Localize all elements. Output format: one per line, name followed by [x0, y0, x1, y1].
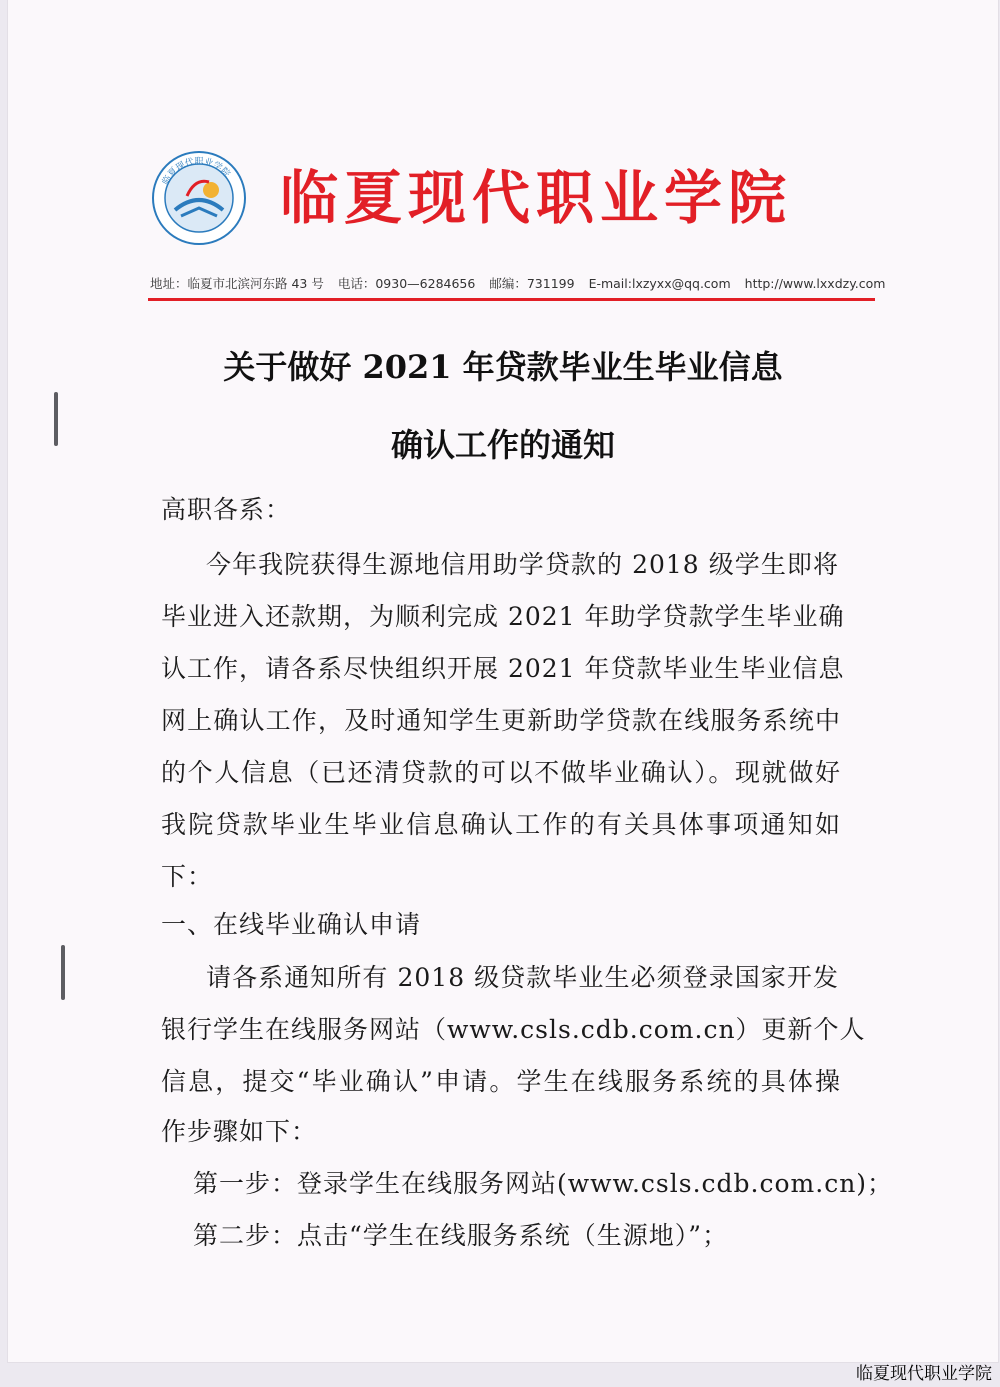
college-logo — [151, 150, 247, 246]
letterhead-contact-line — [150, 272, 890, 294]
body-line: 信息，提交“毕业确认”申请。学生在线服务系统的具体操 — [161, 1067, 841, 1096]
body-line: 请各系通知所有 2018 级贷款毕业生必须登录国家开发 — [206, 963, 839, 992]
document-page — [8, 0, 998, 1362]
address-text: 地址：临夏市北滨河东路 43 号 — [150, 276, 324, 291]
staple-mark — [61, 945, 65, 1000]
body-line: 的个人信息（已还清贷款的可以不做毕业确认）。现就做好 — [161, 758, 841, 787]
body-line: 毕业进入还款期，为顺利完成 2021 年助学贷款学生毕业确 — [161, 602, 845, 631]
source-credit: 临夏现代职业学院 — [856, 1364, 992, 1384]
logo-arc-text: 临夏现代职业学院 — [161, 157, 232, 187]
body-line: 网上确认工作，及时通知学生更新助学贷款在线服务系统中 — [161, 706, 841, 735]
notice-title-line2: 确认工作的通知 — [390, 426, 615, 464]
step-item: 第二步：点击“学生在线服务系统（生源地）”； — [193, 1221, 729, 1250]
body-line: 我院贷款毕业生毕业信息确认工作的有关具体事项通知如 — [161, 810, 841, 839]
body-line: 作步骤如下： — [161, 1117, 318, 1146]
body-line: 认工作，请各系尽快组织开展 2021 年贷款毕业生毕业信息 — [161, 654, 845, 683]
body-line: 银行学生在线服务网站（www.csls.cdb.com.cn）更新个人 — [161, 1015, 866, 1044]
postcode-text: 邮编：731199 — [489, 276, 575, 291]
email-text: E-mail:lxzyxx@qq.com — [588, 275, 731, 291]
notice-title-line1: 关于做好 2021 年贷款毕业生毕业信息 — [223, 348, 783, 386]
website-text: http://www.lxxdzy.com — [744, 275, 886, 291]
phone-text: 电话：0930—6284656 — [337, 276, 476, 291]
step-item: 第一步：登录学生在线服务网站(www.csls.cdb.com.cn)； — [193, 1169, 894, 1198]
body-line: 下： — [161, 862, 214, 891]
section-heading: 一、在线毕业确认申请 — [161, 910, 422, 939]
staple-mark — [54, 392, 58, 446]
body-line: 今年我院获得生源地信用助学贷款的 2018 级学生即将 — [206, 550, 839, 579]
salutation: 高职各系： — [161, 495, 292, 524]
institution-name: 临夏现代职业学院 — [280, 164, 793, 232]
letterhead-divider — [148, 298, 875, 301]
